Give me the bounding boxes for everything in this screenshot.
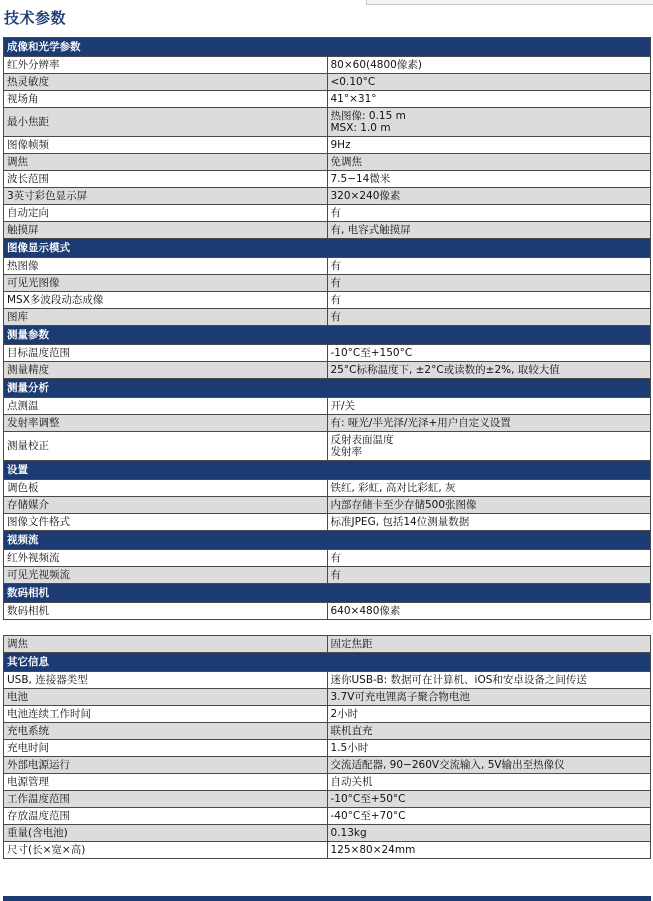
section-title: 成像和光学参数 <box>4 38 651 57</box>
spec-value-line: 2小时 <box>330 708 359 720</box>
spec-label: 外部电源运行 <box>4 757 328 774</box>
spec-value <box>327 514 651 531</box>
spec-label: 自动定向 <box>4 205 328 222</box>
spec-label: 图像文件格式 <box>4 514 328 531</box>
gap-cell <box>4 620 651 636</box>
table-row <box>4 757 651 774</box>
table-row <box>4 222 651 239</box>
table-row <box>4 57 651 74</box>
spec-label: MSX多波段动态成像 <box>4 292 328 309</box>
table-row <box>4 432 651 461</box>
spec-value-line: 发射率 <box>330 446 362 458</box>
table-gap <box>4 620 651 636</box>
table-row <box>4 706 651 723</box>
spec-value-line: 有 <box>330 311 341 323</box>
spec-value-line: 1.5小时 <box>330 742 369 754</box>
spec-value <box>327 791 651 808</box>
spec-label: 调色板 <box>4 480 328 497</box>
spec-value <box>327 91 651 108</box>
table-row <box>4 808 651 825</box>
spec-value-line: 开/关 <box>330 400 356 412</box>
spec-value <box>327 292 651 309</box>
spec-label: 触摸屏 <box>4 222 328 239</box>
spec-value-line: -10°C至+150°C <box>330 347 413 359</box>
section-title: 图像显示模式 <box>4 239 651 258</box>
spec-value-line: 有 <box>330 569 341 581</box>
spec-label: 3英寸彩色显示屏 <box>4 188 328 205</box>
table-row <box>4 275 651 292</box>
spec-value <box>327 825 651 842</box>
spec-value <box>327 309 651 326</box>
spec-value <box>327 57 651 74</box>
spec-value <box>327 808 651 825</box>
spec-value <box>327 842 651 859</box>
spec-value-line: 免调焦 <box>330 156 362 168</box>
spec-value-line: 有, 电容式触摸屏 <box>330 224 411 236</box>
spec-label: 存储媒介 <box>4 497 328 514</box>
spec-label: 目标温度范围 <box>4 345 328 362</box>
spec-label: 图像帧频 <box>4 137 328 154</box>
table-row <box>4 345 651 362</box>
section-title: 测量参数 <box>4 326 651 345</box>
spec-value-line: 7.5−14微米 <box>330 173 391 185</box>
spec-label: 电池 <box>4 689 328 706</box>
spec-value-line: 铁红, 彩虹, 高对比彩虹, 灰 <box>330 482 456 494</box>
spec-value-line: 有 <box>330 277 341 289</box>
spec-value <box>327 415 651 432</box>
table-row <box>4 415 651 432</box>
table-row <box>4 258 651 275</box>
spec-value-line: 有 <box>330 552 341 564</box>
spec-value <box>327 603 651 620</box>
spec-value <box>327 740 651 757</box>
spec-value-line: -10°C至+50°C <box>330 793 406 805</box>
page-title: 技术参数 <box>4 9 67 27</box>
spec-label: 调焦 <box>4 636 328 653</box>
spec-label: 波长范围 <box>4 171 328 188</box>
spec-label: 图库 <box>4 309 328 326</box>
spec-value <box>327 636 651 653</box>
spec-value-line: 320×240像素 <box>330 190 401 202</box>
spec-label: 测量校正 <box>4 432 328 461</box>
spec-value-line: 热图像: 0.15 m <box>330 110 406 122</box>
spec-value-line: 3.7V可充电锂离子聚合物电池 <box>330 691 470 703</box>
spec-value-line: 迷你USB-B: 数据可在计算机、iOS和安卓设备之间传送 <box>330 674 587 686</box>
spec-value-line: -40°C至+70°C <box>330 810 406 822</box>
table-row <box>4 636 651 653</box>
spec-value <box>327 497 651 514</box>
spec-value <box>327 362 651 379</box>
table-row <box>4 292 651 309</box>
spec-value-line: MSX: 1.0 m <box>330 122 391 134</box>
spec-label: 调焦 <box>4 154 328 171</box>
section-header <box>4 653 651 672</box>
spec-label: 热图像 <box>4 258 328 275</box>
spec-value <box>327 154 651 171</box>
spec-label: 红外分辨率 <box>4 57 328 74</box>
spec-label: 存放温度范围 <box>4 808 328 825</box>
table-row <box>4 480 651 497</box>
spec-label: 视场角 <box>4 91 328 108</box>
spec-value-line: <0.10°C <box>330 76 376 88</box>
spec-value <box>327 672 651 689</box>
spec-value <box>327 432 651 461</box>
spec-label: USB, 连接器类型 <box>4 672 328 689</box>
spec-label: 电源管理 <box>4 774 328 791</box>
spec-value-line: 交流适配器, 90−260V交流输入, 5V输出至热像仪 <box>330 759 565 771</box>
spec-value <box>327 774 651 791</box>
section-header <box>4 584 651 603</box>
spec-table-body <box>4 38 651 859</box>
spec-value-line: 640×480像素 <box>330 605 401 617</box>
spec-label: 可见光图像 <box>4 275 328 292</box>
table-row <box>4 497 651 514</box>
spec-value <box>327 757 651 774</box>
spec-value <box>327 275 651 292</box>
table-row <box>4 791 651 808</box>
section-title: 其它信息 <box>4 653 651 672</box>
table-row <box>4 774 651 791</box>
bottom-section-bar <box>3 896 651 901</box>
spec-label: 尺寸(长×宽×高) <box>4 842 328 859</box>
section-header <box>4 239 651 258</box>
table-row <box>4 108 651 137</box>
spec-label: 发射率调整 <box>4 415 328 432</box>
spec-value-line: 9Hz <box>330 139 351 151</box>
spec-value <box>327 550 651 567</box>
table-row <box>4 362 651 379</box>
table-row <box>4 603 651 620</box>
spec-value-line: 固定焦距 <box>330 638 373 650</box>
spec-value <box>327 137 651 154</box>
table-row <box>4 188 651 205</box>
section-title: 设置 <box>4 461 651 480</box>
spec-label: 工作温度范围 <box>4 791 328 808</box>
spec-value <box>327 205 651 222</box>
spec-value <box>327 567 651 584</box>
section-title: 测量分析 <box>4 379 651 398</box>
table-row <box>4 825 651 842</box>
spec-label: 最小焦距 <box>4 108 328 137</box>
table-row <box>4 514 651 531</box>
spec-value-line: 内部存储卡至少存储500张图像 <box>330 499 477 511</box>
spec-label: 可见光视频流 <box>4 567 328 584</box>
spec-label: 数码相机 <box>4 603 328 620</box>
table-row <box>4 91 651 108</box>
table-row <box>4 171 651 188</box>
section-header <box>4 326 651 345</box>
spec-label: 重量(含电池) <box>4 825 328 842</box>
table-row <box>4 689 651 706</box>
spec-label: 电池连续工作时间 <box>4 706 328 723</box>
spec-value <box>327 171 651 188</box>
spec-label: 红外视频流 <box>4 550 328 567</box>
table-row <box>4 309 651 326</box>
section-title: 视频流 <box>4 531 651 550</box>
section-header <box>4 38 651 57</box>
spec-value-line: 25°C标称温度下, ±2°C或读数的±2%, 取较大值 <box>330 364 560 376</box>
section-header <box>4 461 651 480</box>
spec-value <box>327 345 651 362</box>
spec-value-line: 125×80×24mm <box>330 844 416 856</box>
spec-value <box>327 222 651 239</box>
spec-value-line: 标准JPEG, 包括14位测量数据 <box>330 516 470 528</box>
spec-label: 充电时间 <box>4 740 328 757</box>
spec-value-line: 反射表面温度 <box>330 434 394 446</box>
spec-value <box>327 258 651 275</box>
spec-value-line: 有 <box>330 260 341 272</box>
table-row <box>4 154 651 171</box>
spec-value <box>327 689 651 706</box>
section-header <box>4 531 651 550</box>
table-row <box>4 567 651 584</box>
table-row <box>4 723 651 740</box>
table-row <box>4 550 651 567</box>
section-title: 数码相机 <box>4 584 651 603</box>
spec-label: 热灵敏度 <box>4 74 328 91</box>
spec-value-line: 有 <box>330 294 341 306</box>
spec-value-line: 有 <box>330 207 341 219</box>
table-row <box>4 74 651 91</box>
table-row <box>4 842 651 859</box>
spec-value-line: 自动关机 <box>330 776 373 788</box>
spec-value <box>327 706 651 723</box>
spec-value <box>327 398 651 415</box>
spec-label: 点测温 <box>4 398 328 415</box>
spec-value-line: 有: 哑光/半光泽/光泽+用户自定义设置 <box>330 417 511 429</box>
spec-value-line: 41°×31° <box>330 93 377 105</box>
spec-value <box>327 108 651 137</box>
spec-value-line: 80×60(4800像素) <box>330 59 422 71</box>
spec-table <box>3 37 651 859</box>
table-row <box>4 740 651 757</box>
spec-value-line: 联机直充 <box>330 725 373 737</box>
top-border-strip <box>366 0 653 5</box>
table-row <box>4 672 651 689</box>
table-row <box>4 398 651 415</box>
spec-value <box>327 723 651 740</box>
spec-label: 充电系统 <box>4 723 328 740</box>
table-row <box>4 205 651 222</box>
spec-value <box>327 74 651 91</box>
section-header <box>4 379 651 398</box>
spec-value-line: 0.13kg <box>330 827 367 839</box>
spec-label: 测量精度 <box>4 362 328 379</box>
spec-value <box>327 480 651 497</box>
table-row <box>4 137 651 154</box>
spec-value <box>327 188 651 205</box>
